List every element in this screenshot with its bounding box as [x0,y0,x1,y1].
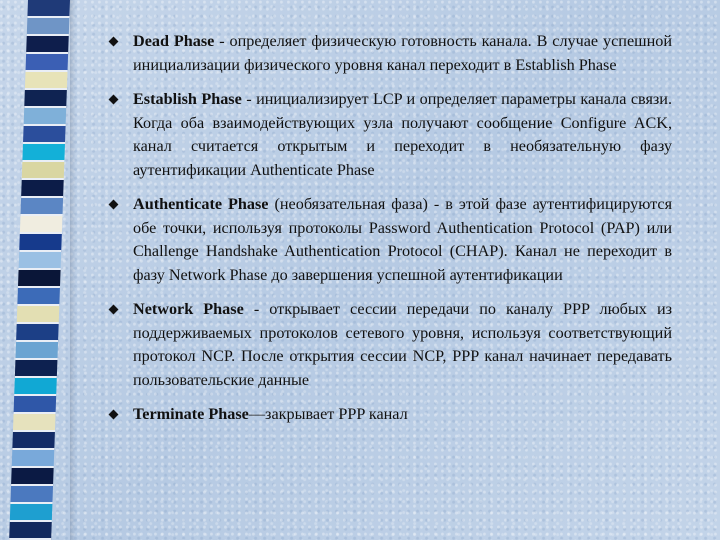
strip-block [27,0,70,18]
strip-block [10,504,53,522]
strip-block [17,306,60,324]
bullet-item-dead-phase [108,30,672,77]
strip-block [17,288,60,306]
diamond-bullet-icon [109,305,119,315]
term-label: Authenticate Phase [133,195,269,213]
strip-block [13,414,56,432]
strip-block [25,54,68,72]
strip-block [21,180,64,198]
diamond-bullet-icon [109,95,119,105]
strip-block [27,18,70,36]
term-label: Establish Phase [133,90,242,108]
term-separator: - [241,90,257,108]
strip-block [9,522,52,540]
term-separator: - [243,300,270,318]
strip-block [15,342,58,360]
strip-block [11,468,54,486]
decorative-strip [9,0,70,540]
diamond-bullet-icon [109,37,119,47]
strip-block [18,270,61,288]
strip-block [19,252,62,270]
term-description: открывает сессии передачи по каналу PPP любых из поддерживаемых протоколов сетевого уровня, используя соответствующий протокол NCP. После открытия сессии NCP, PPP канал начинает передавать пользовательские данные [133,300,672,389]
term-label: Network Phase [133,300,244,318]
strip-block [24,108,67,126]
strip-block [22,162,65,180]
strip-block [12,450,55,468]
strip-block [25,72,68,90]
bullet-item-terminate-phase [108,403,672,427]
strip-shadow [70,0,76,540]
term-description: определяет физическую готовность канала. В случае успешной инициализации физического уровня канал переходит в Establish Phase [133,32,673,74]
term-label: Terminate Phase [133,405,249,423]
diamond-bullet-icon [109,410,119,420]
strip-block [22,144,65,162]
strip-block [14,396,57,414]
strip-block [19,234,62,252]
bullet-item-authenticate-phase [108,193,672,287]
strip-block [20,216,63,234]
term-separator: - [214,32,230,50]
diamond-bullet-icon [109,200,119,210]
bullet-item-establish-phase [108,88,672,182]
strip-block [23,126,66,144]
strip-block [24,90,67,108]
term-separator: — [248,405,266,423]
term-description: закрывает PPP канал [265,405,408,423]
term-label: Dead Phase [133,32,215,50]
strip-block [15,360,58,378]
slide-content [108,30,672,438]
strip-block [14,378,57,396]
strip-block [20,198,63,216]
term-description: инициализирует LCP и определяет параметры канала связи. Когда оба взаимодействующих узла получают сообщение Configure ACK, канал считается открытым и переходит в необязательную фазу аутентификации Authenticate Phase [133,90,672,179]
bullet-item-network-phase [108,298,672,392]
strip-block [26,36,69,54]
strip-block [12,432,55,450]
strip-block [16,324,59,342]
term-description: (необязательная фаза) - в этой фазе аутентифицируются обе точки, используя протоколы Password Authentication Protocol (PAP) или Challenge Handshake Authentication Protocol (CHAP). Канал не переходит в фазу Network Phase до завершения успешной аутентификации [133,195,673,284]
strip-block [10,486,53,504]
